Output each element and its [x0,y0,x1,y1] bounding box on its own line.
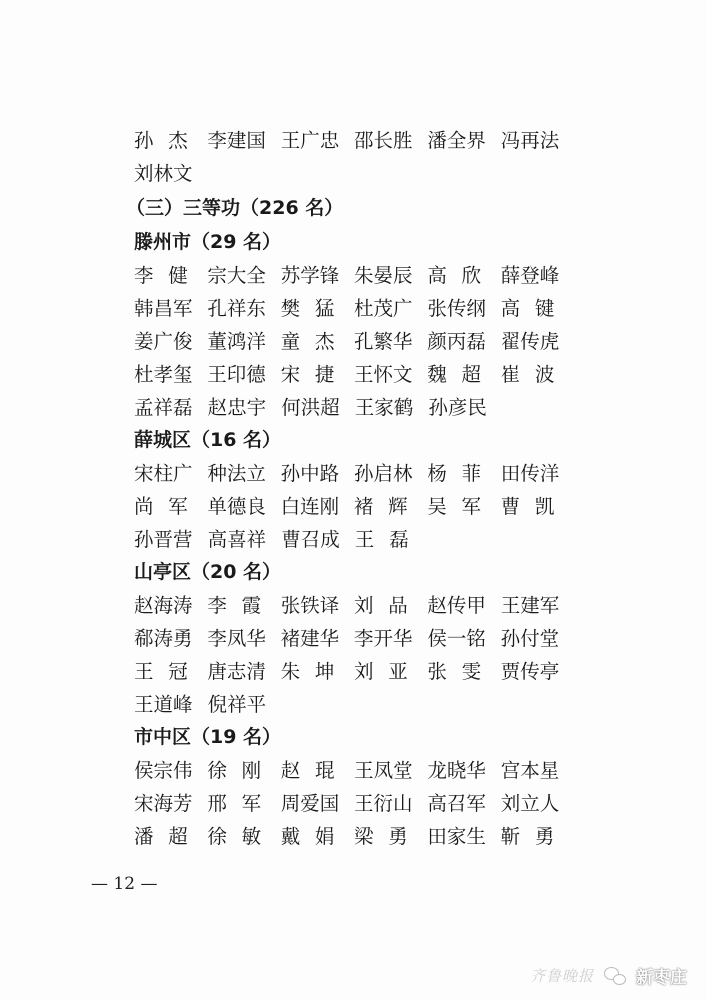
person-name: 吴 军 [427,494,482,518]
watermark [530,963,687,988]
person-name: 种法立 [207,461,266,485]
person-name: 潘 超 [134,824,188,848]
person-name: 杜茂广 [354,296,413,320]
person-name: 赵 琨 [280,758,335,782]
name-row [134,122,574,155]
wechat-icon [604,967,626,985]
person-name: 孙启林 [353,461,413,485]
name-row [134,356,574,389]
person-name: 孙彦民 [428,395,487,419]
person-name: 刘立人 [500,791,560,815]
person-name: 曹召成 [281,527,340,551]
person-name: 高召军 [427,791,486,815]
person-name: 韩昌军 [134,296,193,320]
person-name: 刘林文 [134,161,193,185]
person-name: 徐 敏 [207,824,262,848]
person-name: 戴 娟 [280,824,335,848]
name-row [134,323,574,356]
person-name: 徐 刚 [207,758,262,782]
name-row [134,587,574,620]
person-name: 王怀文 [353,362,413,386]
person-name: 童 杰 [280,329,335,353]
person-name: 孙付堂 [500,626,560,650]
person-name: 王建军 [500,593,560,617]
award-list [126,122,574,851]
person-name: 颜丙磊 [427,329,486,353]
watermark-brand: 新枣庄 [636,968,687,988]
person-name: 翟传虎 [500,329,560,353]
person-name: 朱 坤 [280,659,335,683]
person-name: 赵海涛 [134,593,193,617]
person-name: 张 雯 [427,659,482,683]
person-name: 田家生 [427,824,486,848]
person-name: 褚 辉 [353,494,408,518]
person-name: 唐志清 [207,659,266,683]
person-name: 宫本星 [500,758,560,782]
person-name: 孙晋营 [134,527,193,551]
person-name: 尚 军 [134,494,188,518]
person-name: 魏 超 [427,362,482,386]
watermark-logo: 齐鲁晚报 [529,967,594,985]
person-name: 白连刚 [280,494,340,518]
person-name: 朱晏辰 [354,263,413,287]
person-name: 崔 波 [500,362,555,386]
person-name: 刘 亚 [354,659,408,683]
person-name: 李开华 [353,626,413,650]
section-heading: （三）三等功（226 名） [126,196,344,219]
person-name: 侯一铭 [427,626,486,650]
person-name: 李建国 [207,128,266,152]
person-name: 高 键 [500,296,555,320]
name-row [134,752,574,785]
person-name: 李 霞 [207,593,262,617]
person-name: 王 冠 [134,659,188,683]
district-heading: 市中区（19 名） [134,726,282,748]
person-name: 宗大全 [207,263,266,287]
person-name: 潘全界 [427,128,486,152]
name-row [134,686,574,719]
person-name: 周爱国 [280,791,340,815]
name-row [134,455,574,488]
person-name: 王道峰 [134,692,193,716]
person-name: 宋 捷 [280,362,335,386]
person-name: 龙晓华 [427,758,486,782]
person-name: 董鸿洋 [207,329,266,353]
person-name: 郗涛勇 [134,626,193,650]
person-name: 李 健 [134,263,188,287]
person-name: 梁 勇 [354,824,408,848]
person-name: 赵传甲 [427,593,486,617]
name-row [134,257,574,290]
person-name: 杜孝玺 [134,362,193,386]
person-name: 孔繁华 [354,329,413,353]
person-name: 王广忠 [280,128,340,152]
person-name: 孙中路 [280,461,340,485]
name-row [134,155,574,188]
person-name: 田传洋 [500,461,560,485]
district-heading: 薛城区（16 名） [134,429,282,451]
name-row [134,389,574,422]
person-name: 靳 勇 [500,824,555,848]
person-name: 刘 品 [354,593,408,617]
person-name: 褚建华 [280,626,340,650]
district-heading: 滕州市（29 名） [134,231,282,253]
person-name: 邵长胜 [354,128,413,152]
person-name: 何洪超 [281,395,340,419]
person-name: 单德良 [207,494,266,518]
page-number: — 12 — [91,874,158,894]
person-name: 贾传亭 [500,659,560,683]
person-name: 高喜祥 [207,527,267,551]
person-name: 苏学锋 [280,263,340,287]
person-name: 高 欣 [427,263,482,287]
person-name: 冯再法 [500,128,560,152]
name-row [134,785,574,818]
name-row [134,521,574,554]
person-name: 王 磊 [354,527,409,551]
person-name: 王衍山 [354,791,413,815]
name-row [134,290,574,323]
person-name: 张传纲 [427,296,486,320]
district-heading: 山亭区（20 名） [134,561,282,583]
person-name: 孔祥东 [207,296,266,320]
person-name: 邢 军 [207,791,262,815]
name-row [134,488,574,521]
name-row [134,818,574,851]
person-name: 宋海芳 [134,791,193,815]
name-row [134,653,574,686]
person-name: 樊 猛 [280,296,335,320]
person-name: 杨 菲 [427,461,482,485]
person-name: 王凤堂 [354,758,413,782]
person-name: 王印德 [207,362,266,386]
name-row [134,620,574,653]
person-name: 孟祥磊 [134,395,193,419]
person-name: 宋柱广 [134,461,193,485]
person-name: 李凤华 [207,626,266,650]
person-name: 王家鹤 [354,395,414,419]
person-name: 薛登峰 [500,263,560,287]
person-name: 孙 杰 [134,128,188,152]
person-name: 侯宗伟 [134,758,193,782]
person-name: 倪祥平 [207,692,267,716]
person-name: 姜广俊 [134,329,193,353]
person-name: 张铁译 [280,593,340,617]
person-name: 曹 凯 [500,494,555,518]
person-name: 赵忠宇 [207,395,267,419]
